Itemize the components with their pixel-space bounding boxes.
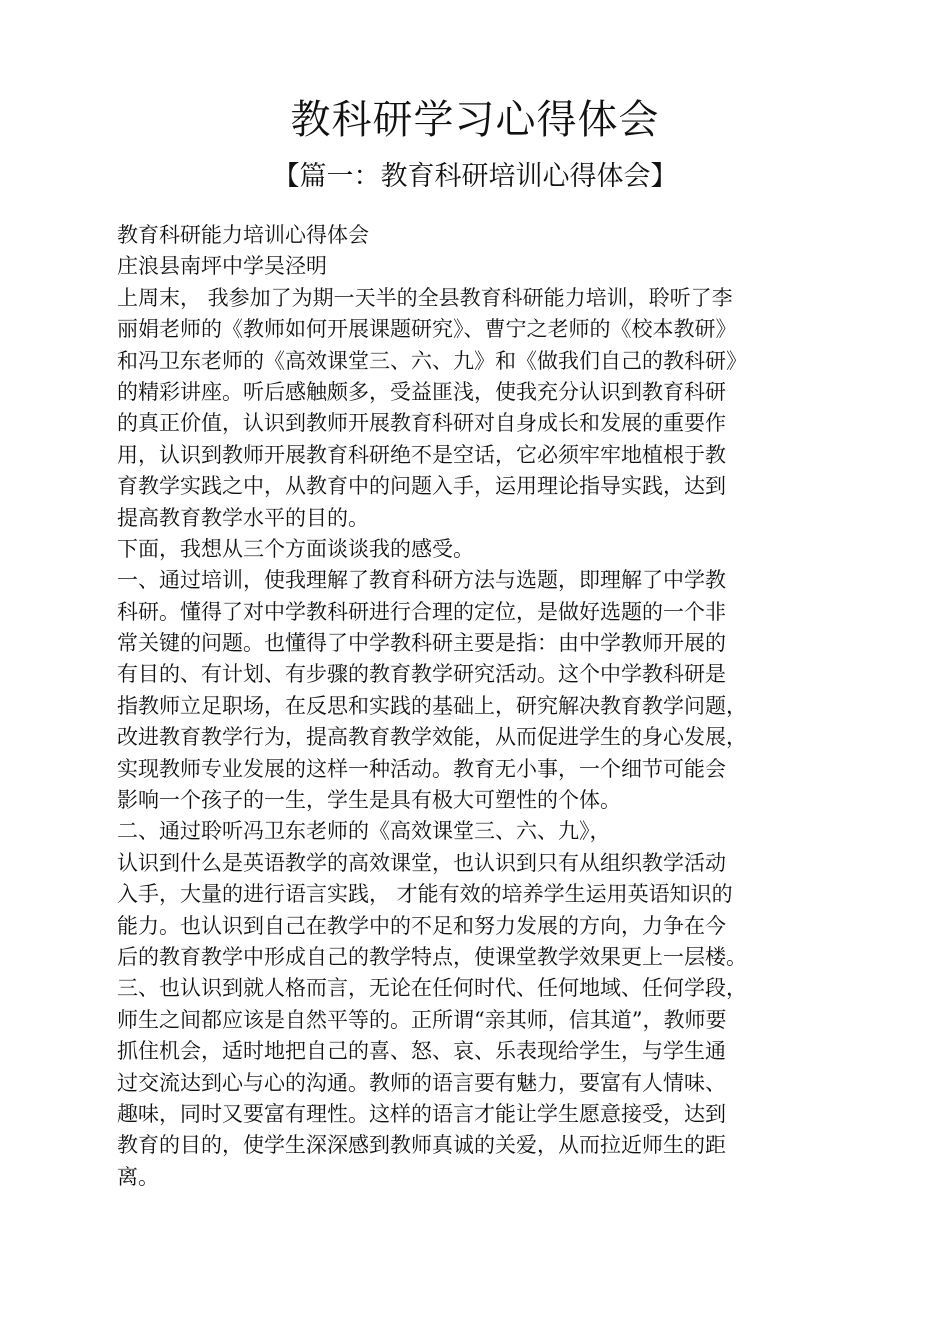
body-line: 后的教育教学中形成自己的教学特点，使课堂教学效果更上一层楼。 <box>117 944 747 969</box>
body-line: 用，认识到教师开展教育科研绝不是空话，它必须牢牢地植根于教 <box>117 442 726 467</box>
body-line: 提高教育教学水平的目的。 <box>117 505 369 530</box>
body-line: 认识到什么是英语教学的高效课堂，也认识到只有从组织教学活动 <box>117 850 726 875</box>
body-line: 育教学实践之中，从教育中的问题入手，运用理论指导实践，达到 <box>117 474 726 499</box>
body-line: 丽娟老师的《教师如何开展课题研究》、曹宁之老师的《校本教研》 <box>117 317 737 342</box>
body-line: 常关键的问题。也懂得了中学教科研主要是指：由中学教师开展的 <box>117 631 726 656</box>
body-line: 教育的目的，使学生深深感到教师真诚的关爱，从而拉近师生的距 <box>117 1133 726 1158</box>
body-line: 抓住机会，适时地把自己的喜、怒、哀、乐表现给学生，与学生通 <box>117 1039 726 1064</box>
body-line: 下面，我想从三个方面谈谈我的感受。 <box>117 536 474 561</box>
body-line: 离。 <box>117 1164 159 1189</box>
body-line: 过交流达到心与心的沟通。教师的语言要有魅力，要富有人情味、 <box>117 1070 726 1095</box>
body-line: 科研。懂得了对中学教科研进行合理的定位，是做好选题的一个非 <box>117 599 726 624</box>
body-line: 二、通过聆听冯卫东老师的《高效课堂三、六、九》， <box>117 819 611 844</box>
body-line: 改进教育教学行为，提高教育教学效能，从而促进学生的身心发展， <box>117 725 747 750</box>
body-line: 能力。也认识到自己在教学中的不足和努力发展的方向，力争在今 <box>117 913 726 938</box>
body-line: 教育科研能力培训心得体会 <box>117 223 369 247</box>
document-body <box>117 220 857 1193</box>
body-line: 上周末， 我参加了为期一天半的全县教育科研能力培训，聆听了李 <box>117 285 733 310</box>
body-line: 的精彩讲座。听后感触颇多，受益匪浅，使我充分认识到教育科研 <box>117 379 726 404</box>
document-subtitle: 【篇一：教育科研培训心得体会】 <box>272 161 678 192</box>
body-line: 的真正价值，认识到教师开展教育科研对自身成长和发展的重要作 <box>117 411 726 436</box>
body-line: 师生之间都应该是自然平等的。正所谓“亲其师，信其道”，教师要 <box>117 1007 727 1032</box>
document-title: 教科研学习心得体会 <box>290 97 660 143</box>
body-line: 庄浪县南坪中学吴泾明 <box>117 254 327 279</box>
body-line: 实现教师专业发展的这样一种活动。教育无小事，一个细节可能会 <box>117 756 726 781</box>
body-line: 指教师立足职场，在反思和实践的基础上，研究解决教育教学问题， <box>117 693 747 718</box>
body-line: 影响一个孩子的一生，学生是具有极大可塑性的个体。 <box>117 788 621 813</box>
body-line: 有目的、有计划、有步骤的教育教学研究活动。这个中学教科研是 <box>117 662 726 687</box>
body-line: 三、也认识到就人格而言，无论在任何时代、任何地域、任何学段， <box>117 976 747 1001</box>
body-line: 入手，大量的进行语言实践， 才能有效的培养学生运用英语知识的 <box>117 882 733 907</box>
body-line: 一、通过培训，使我理解了教育科研方法与选题，即理解了中学教 <box>117 568 726 593</box>
body-line: 和冯卫东老师的《高效课堂三、六、九》和《做我们自己的教科研》 <box>117 348 747 373</box>
body-line: 趣味，同时又要富有理性。这样的语言才能让学生愿意接受，达到 <box>117 1101 726 1126</box>
